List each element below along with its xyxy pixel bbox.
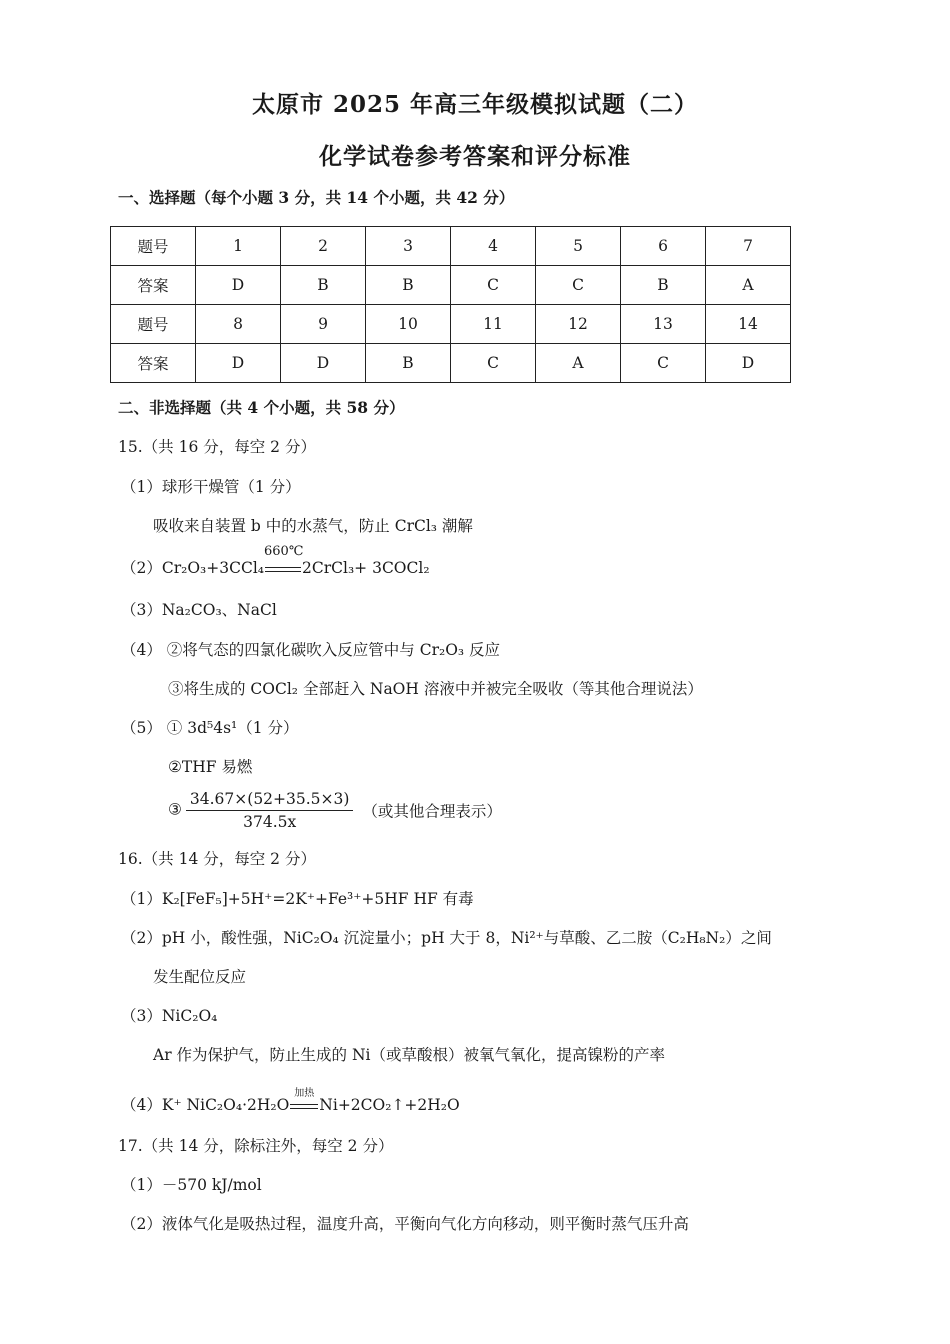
question-number: 4 [451, 227, 536, 266]
equation-left: （2）Cr₂O₃+3CCl₄ [121, 559, 265, 577]
answer-cell: A [706, 266, 791, 305]
row-label: 题号 [111, 305, 196, 344]
fraction-numerator: 34.67×(52+35.5×3) [186, 790, 354, 811]
answer-cell: C [451, 344, 536, 383]
q17-part1: （1）－570 kJ/mol [121, 1176, 262, 1194]
question-number: 10 [366, 305, 451, 344]
question-number: 14 [706, 305, 791, 344]
answer-table [110, 226, 791, 383]
answer-cell: D [196, 344, 281, 383]
section1-heading: 一、选择题（每个小题 3 分，共 14 个小题，共 42 分） [118, 188, 515, 207]
q15-part5b: ②THF 易燃 [168, 758, 253, 776]
q15-part4a: （4） ②将气态的四氯化碳吹入反应管中与 Cr₂O₃ 反应 [121, 641, 501, 659]
answer-cell: B [366, 266, 451, 305]
answer-cell: B [621, 266, 706, 305]
row-label: 题号 [111, 227, 196, 266]
question-number: 7 [706, 227, 791, 266]
equation-right: Ni+2CO₂↑+2H₂O [319, 1096, 460, 1114]
row-label: 答案 [111, 266, 196, 305]
q17-part2: （2）液体气化是吸热过程，温度升高，平衡向气化方向移动，则平衡时蒸气压升高 [121, 1215, 689, 1233]
table-row [111, 227, 791, 266]
question-number: 9 [281, 305, 366, 344]
q15-part1: （1）球形干燥管（1 分） [121, 478, 301, 496]
question-number: 6 [621, 227, 706, 266]
equation-right: 2CrCl₃+ 3COCl₂ [302, 559, 430, 577]
condition-label: 加热 [294, 1088, 315, 1099]
page-subtitle: 化学试卷参考答案和评分标准 [319, 143, 631, 170]
question-number: 13 [621, 305, 706, 344]
q16-part1: （1）K₂[FeF₅]+5H⁺=2K⁺+Fe³⁺+5HF HF 有毒 [121, 890, 474, 908]
q16-part3b: Ar 作为保护气，防止生成的 Ni（或草酸根）被氧气氧化，提高镍粉的产率 [153, 1046, 665, 1064]
table-row [111, 305, 791, 344]
question-number: 11 [451, 305, 536, 344]
note: （或其他合理表示） [362, 802, 502, 821]
question-number: 12 [536, 305, 621, 344]
answer-cell: C [621, 344, 706, 383]
q15-part2-equation [121, 544, 430, 578]
fraction [186, 790, 354, 831]
page-title: 太原市 2025 年高三年级模拟试题（二） [251, 91, 699, 118]
question-number: 5 [536, 227, 621, 266]
table-row [111, 266, 791, 305]
equals-sign [265, 567, 301, 572]
question-number: 3 [366, 227, 451, 266]
item-mark: ③ [168, 800, 182, 819]
q16-part2b: 发生配位反应 [153, 968, 247, 986]
question-number: 2 [281, 227, 366, 266]
question-number: 1 [196, 227, 281, 266]
q16-header: 16.（共 14 分，每空 2 分） [118, 850, 316, 868]
answer-cell: C [536, 266, 621, 305]
table-row [111, 344, 791, 383]
equation-left: （4）K⁺ NiC₂O₄·2H₂O [121, 1096, 290, 1114]
q15-part5a: （5） ① 3d⁵4s¹（1 分） [121, 719, 299, 737]
answer-cell: A [536, 344, 621, 383]
q17-header: 17.（共 14 分，除标注外，每空 2 分） [118, 1137, 394, 1155]
answer-cell: D [706, 344, 791, 383]
reaction-condition [289, 1088, 319, 1114]
q16-part3a: （3）NiC₂O₄ [121, 1007, 218, 1025]
answer-cell: B [366, 344, 451, 383]
section2-heading: 二、非选择题（共 4 个小题，共 58 分） [118, 398, 405, 417]
fraction-denominator: 374.5x [243, 813, 297, 831]
q15-header: 15.（共 16 分，每空 2 分） [118, 438, 316, 456]
q15-part5c [168, 790, 502, 831]
q16-part4-equation [121, 1088, 460, 1115]
reaction-condition [264, 544, 304, 577]
question-number: 8 [196, 305, 281, 344]
q15-part4b: ③将生成的 COCl₂ 全部赶入 NaOH 溶液中并被完全吸收（等其他合理说法） [168, 680, 703, 698]
answer-cell: D [196, 266, 281, 305]
answer-cell: D [281, 344, 366, 383]
condition-label: 660℃ [264, 544, 304, 559]
q16-part2a: （2）pH 小，酸性强，NiC₂O₄ 沉淀量小；pH 大于 8，Ni²⁺与草酸、乙二胺（C₂H₈N₂）之间 [121, 929, 772, 947]
answer-cell: B [281, 266, 366, 305]
row-label: 答案 [111, 344, 196, 383]
equals-sign [290, 1104, 318, 1109]
answer-cell: C [451, 266, 536, 305]
q15-part1-detail: 吸收来自装置 b 中的水蒸气，防止 CrCl₃ 潮解 [153, 517, 473, 535]
q15-part3: （3）Na₂CO₃、NaCl [121, 601, 277, 619]
